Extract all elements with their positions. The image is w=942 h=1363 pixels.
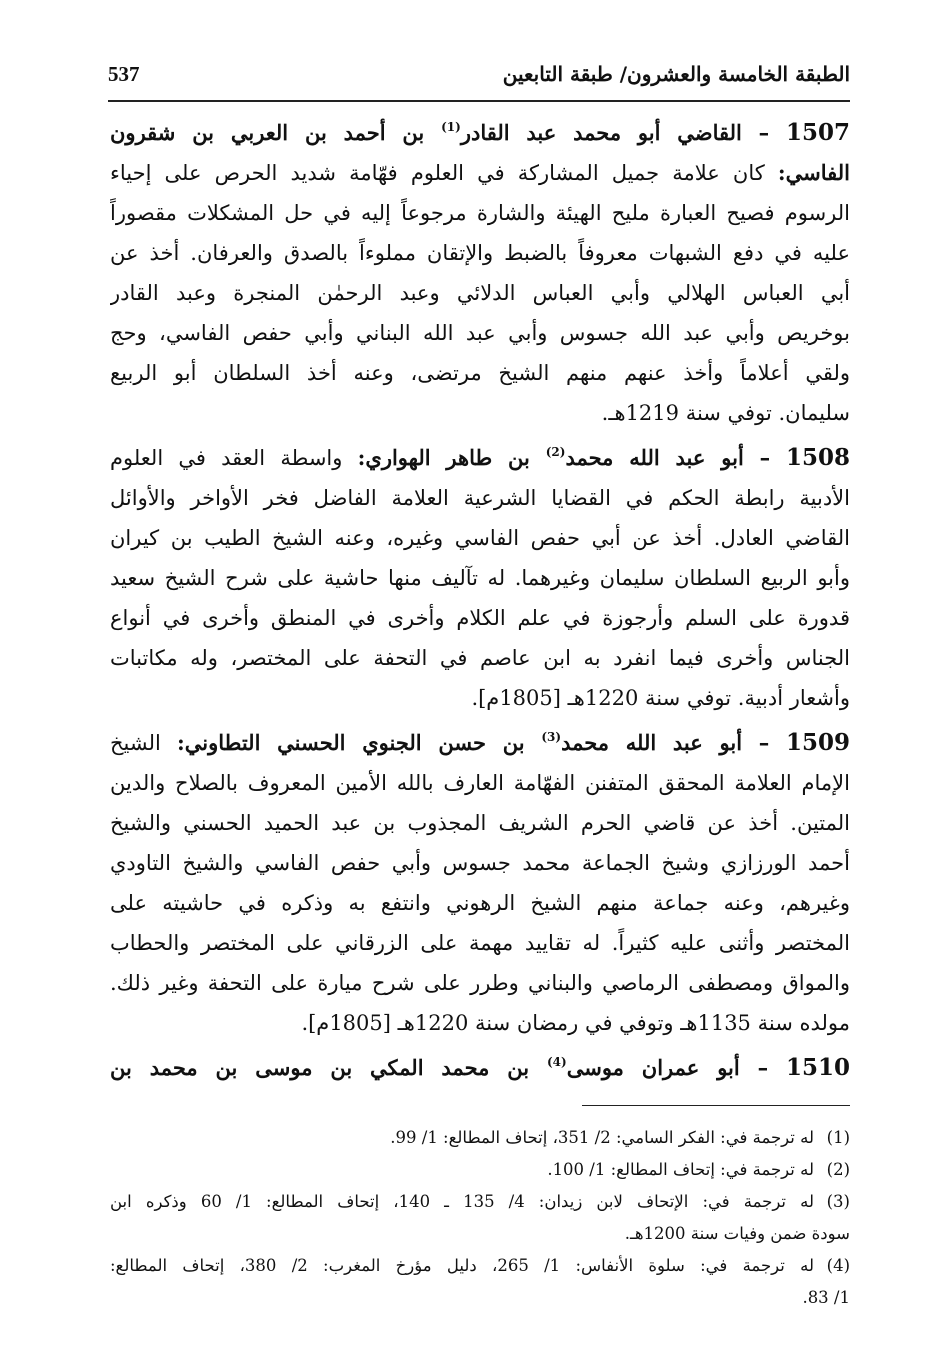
page-number: 537 — [108, 62, 140, 86]
text-line: مولده سنة 1135هـ وتوفي في رمضان سنة 1220هـ [1805م]. — [301, 1011, 850, 1035]
entry-name-rest: بن طاهر الهواري — [365, 445, 530, 470]
footnote-number: (1) — [826, 1128, 850, 1147]
text-line: الأدبية رابطة الحكم في القضايا الشرعية العلامة الفاضل فخر الأواخر والأوائل — [110, 486, 850, 510]
footnote-1: (1)له ترجمة في: الفكر السامي: 2/ 351، إتحاف المطالع: 1/ 99. — [110, 1122, 850, 1154]
footnote-3-cont: سودة ضمن وفيات سنة 1200هـ. — [624, 1224, 850, 1243]
footnote-ref[interactable]: (2) — [545, 445, 566, 459]
footnote-ref[interactable]: (4) — [546, 1055, 567, 1069]
footnote-4-cont: 1/ 83. — [802, 1288, 850, 1307]
footnote-4: (4)له ترجمة في: سلوة الأنفاس: 1/ 265، دليل مؤرخ المغرب: 2/ 380، إتحاف المطالع: — [110, 1250, 850, 1282]
entry-name-cont: الفاسي — [785, 160, 850, 185]
running-title: الطبقة الخامسة والعشرون/ طبقة التابعين — [502, 62, 850, 86]
text-line: عليه في دفع الشبهات معروفاً بالضبط والإتقان مملوءاً بالصدق والعرفان. أخذ عن — [110, 241, 850, 265]
entry-name: أبو عمران موسى — [566, 1055, 740, 1080]
footnote-ref[interactable]: (1) — [441, 120, 461, 134]
footnote-number: (4) — [826, 1256, 850, 1275]
text-line: وأبو الربيع السلطان سليمان وغيرهما. له تآليف منها حاشية على شرح الشيخ سعيد — [110, 566, 850, 590]
text-line: وغيرهم، وعنه جماعة منهم الشيخ الرهوني وانتفع به وذكره في حاشيته على — [110, 891, 850, 915]
entry-name: القاضي أبو محمد عبد القادر — [460, 120, 742, 145]
entry-name-rest: بن أحمد بن العربي بن شقرون — [110, 120, 425, 145]
footnote-rule — [582, 1105, 850, 1106]
text-line: القاضي العادل. أخذ عن أبي حفص الفاسي وغيره، وعنه الشيخ الطيب بن كيران — [110, 526, 850, 550]
entry-number: 1508 — [785, 444, 850, 471]
entry-1507-heading: 1507 – القاضي أبو محمد عبد القادر$^{(1)}$ بن أحمد بن العربي بن شقرون — [110, 119, 850, 146]
text-line: أحمد الورزازي وشيخ الجماعة محمد جسوس وأبي حفص الفاسي والشيخ التاودي — [110, 851, 850, 875]
text-line: المختصر وأثنى عليه كثيراً. له تقاييد مهمة على الزرقاني على المختصر والحطاب — [110, 931, 850, 955]
text-line: أبي العباس الهلالي وأبي العباس الدلائي وعبد الرحمٰن المنجرة وعبد القادر — [110, 281, 850, 305]
text-line: قدورة على السلم وأرجوزة في علم الكلام وأخرى في المنطق وأخرى في أنواع — [110, 606, 850, 630]
entry-1509-heading: 1509 – أبو عبد الله محمد$^{(3)}$ بن حسن الجنوي الحسني التطاوني: الشيخ — [110, 729, 850, 756]
footnote-number: (3) — [826, 1192, 850, 1211]
text-line: الفاسي: كان علامة جميل المشاركة في العلوم فهّامة شديد الحرص على إحياء — [110, 160, 850, 185]
footnote-3: (3)له ترجمة في: الإتحاف لابن زيدان: 4/ 135 ـ 140، إتحاف المطالع: 1/ 60 وذكره ابن — [110, 1186, 850, 1218]
entry-name-rest: بن حسن الجنوي الحسني التطاوني — [184, 730, 525, 755]
entry-name-rest: بن محمد المكي بن موسى بن محمد بن — [110, 1055, 530, 1080]
entry-number: 1509 — [786, 729, 850, 756]
entry-number: 1510 — [785, 1054, 850, 1081]
running-header — [108, 62, 850, 96]
entry-1508-heading: 1508 – أبو عبد الله محمد$^{(2)}$ بن طاهر الهواري: واسطة العقد في العلوم — [110, 444, 850, 471]
text-line: الرسوم فصيح العبارة مليح الهيئة والشارة مرجوعاً إليه في حل المشكلات مقصوراً — [110, 201, 850, 225]
text-line: الإمام العلامة المحقق المتفنن الفهّامة العارف بالله الأمين المعروف بالصلاح والدين — [110, 771, 850, 795]
header-rule — [108, 100, 850, 102]
footnote-ref[interactable]: (3) — [541, 730, 562, 744]
text-line: وأشعار أدبية. توفي سنة 1220هـ [1805م]. — [471, 686, 850, 710]
text-line: والمواق ومصطفى الرماصي والبناني وطرر على شرح ميارة على التحفة وغير ذلك. — [110, 971, 850, 995]
text-line: سليمان. توفي سنة 1219هـ. — [601, 401, 850, 425]
text-line: بوخريص وأبي عبد الله جسوس وأبي عبد الله البناني وأبي حفص الفاسي، وحج — [110, 321, 850, 345]
text-line: المتين. أخذ عن قاضي الحرم الشريف المجذوب بن عبد الحميد الحسني والشيخ — [110, 811, 850, 835]
text-line: الجناس وأخرى فيما انفرد به ابن عاصم في التحفة على المختصر، وله مكاتبات — [110, 646, 850, 670]
footnote-number: (2) — [826, 1160, 850, 1179]
footnote-2: (2)له ترجمة في: إتحاف المطالع: 1/ 100. — [110, 1154, 850, 1186]
text-line: ولقي أعلاماً وأخذ عنهم منهم الشيخ مرتضى، وعنه أخذ السلطان أبو الربيع — [110, 361, 850, 385]
entry-number: 1507 — [786, 119, 850, 146]
entry-1510-heading: 1510 – أبو عمران موسى$^{(4)}$ بن محمد المكي بن موسى بن محمد بن — [110, 1054, 850, 1081]
entry-name: أبو عبد الله محمد — [565, 445, 744, 470]
entry-name: أبو عبد الله محمد — [561, 730, 743, 755]
